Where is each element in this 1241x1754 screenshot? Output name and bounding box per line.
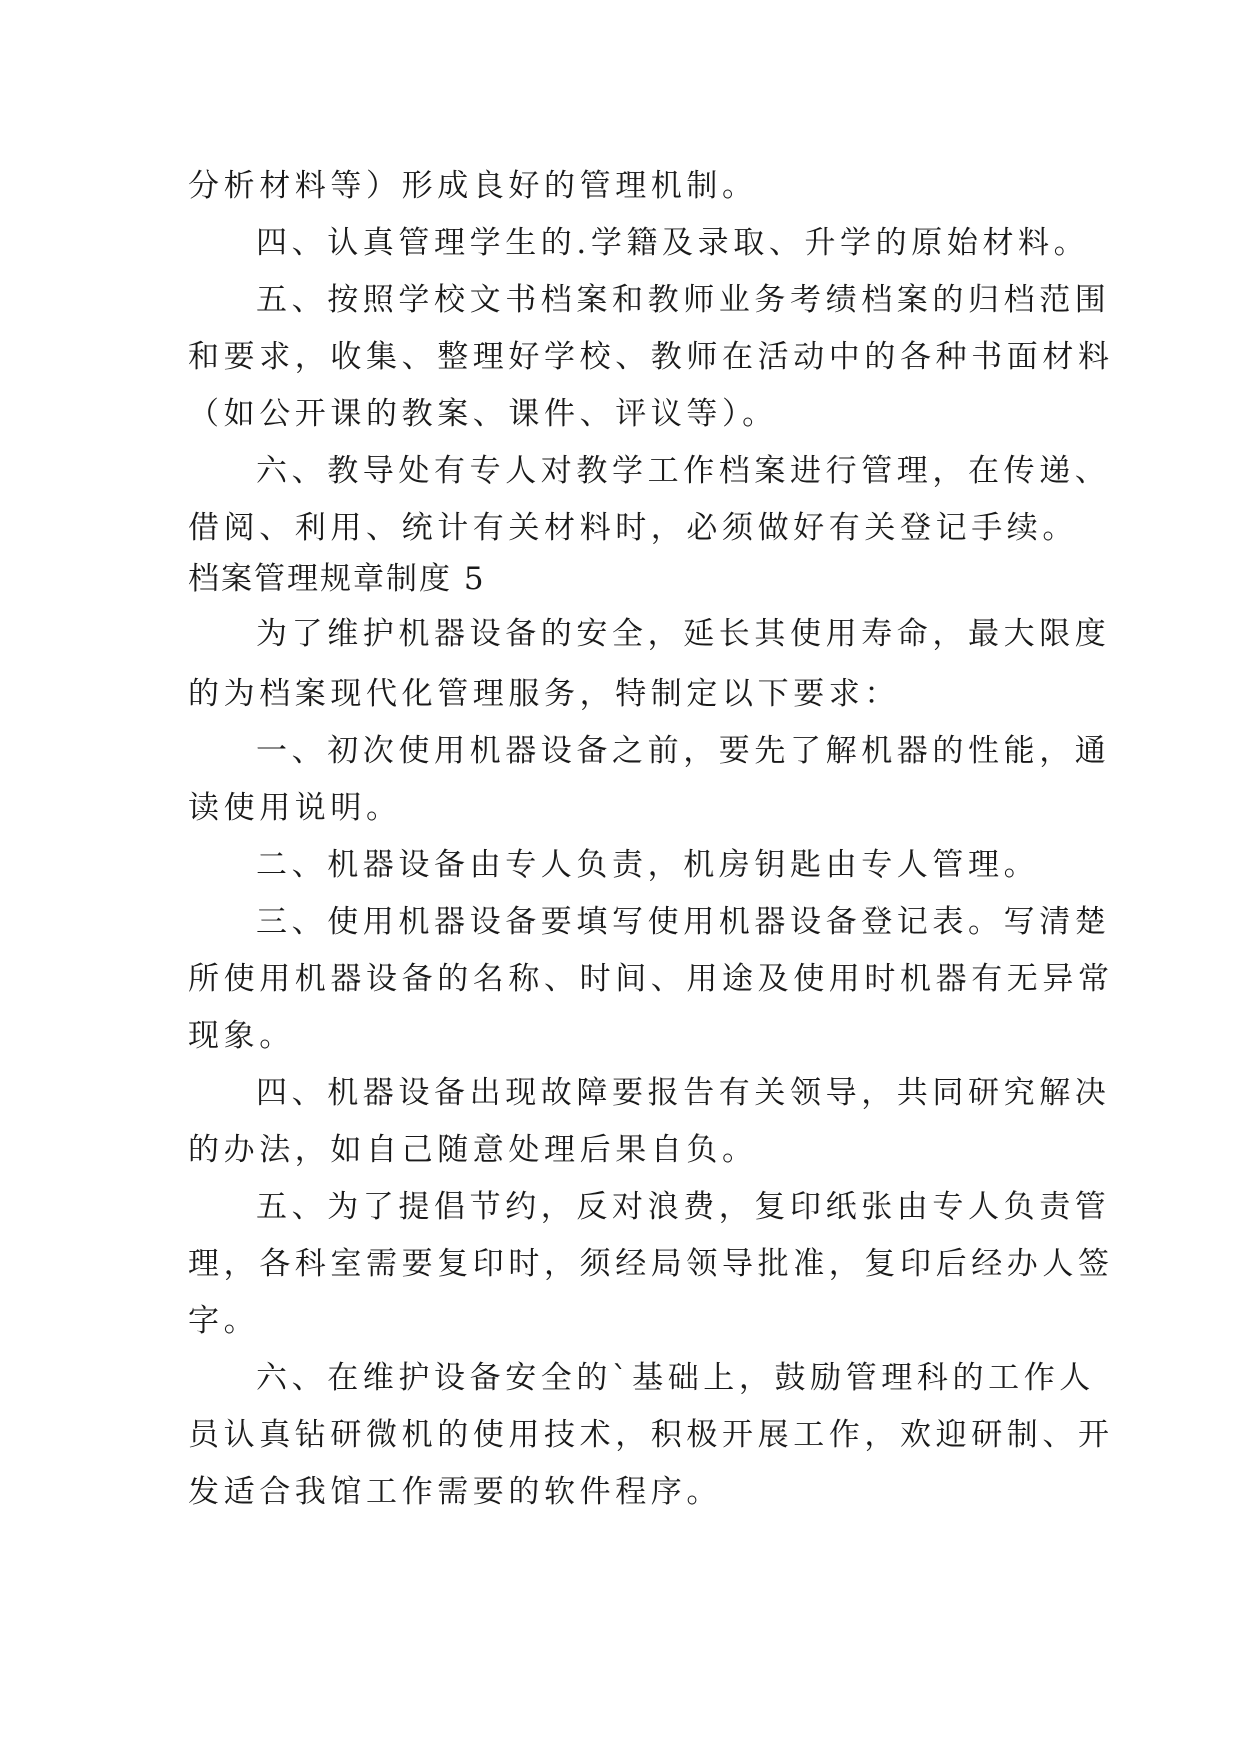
paragraph-line: 发适合我馆工作需要的软件程序。: [188, 1474, 722, 1510]
paragraph-line: 五、为了提倡节约，反对浪费，复印纸张由专人负责管: [256, 1189, 1111, 1225]
paragraph-line: 四、机器设备出现故障要报告有关领导，共同研究解决: [256, 1075, 1111, 1111]
paragraph-line: 借阅、利用、统计有关材料时，必须做好有关登记手续。: [188, 510, 1078, 546]
paragraph-line: （如公开课的教案、课件、评议等）。: [188, 396, 778, 432]
paragraph-line: 的办法，如自己随意处理后果自负。: [188, 1132, 758, 1168]
paragraph-line: 理，各科室需要复印时，须经局领导批准，复印后经办人签: [188, 1246, 1114, 1282]
section-heading: 档案管理规章制度 5: [188, 561, 486, 597]
paragraph-line: 一、初次使用机器设备之前，要先了解机器的性能，通: [256, 733, 1111, 769]
paragraph-line: 员认真钻研微机的使用技术，积极开展工作，欢迎研制、开: [188, 1417, 1114, 1453]
paragraph-line: 二、机器设备由专人负责，机房钥匙由专人管理。: [256, 847, 1040, 883]
paragraph-line: 的为档案现代化管理服务，特制定以下要求：: [188, 676, 900, 712]
paragraph-line: 所使用机器设备的名称、时间、用途及使用时机器有无异常: [188, 961, 1114, 997]
paragraph-line: 六、在维护设备安全的`基础上，鼓励管理科的工作人: [256, 1360, 1095, 1396]
document-body: [188, 158, 1114, 1521]
paragraph-line: 三、使用机器设备要填写使用机器设备登记表。写清楚: [256, 904, 1111, 940]
paragraph-line: 五、按照学校文书档案和教师业务考绩档案的归档范围: [256, 282, 1111, 318]
paragraph-line: 和要求，收集、整理好学校、教师在活动中的各种书面材料: [188, 339, 1114, 375]
paragraph-line: 六、教导处有专人对教学工作档案进行管理，在传递、: [256, 453, 1111, 489]
paragraph-line: 分析材料等）形成良好的管理机制。: [188, 168, 758, 204]
paragraph-line: 为了维护机器设备的安全，延长其使用寿命，最大限度: [256, 616, 1111, 652]
paragraph-line: 读使用说明。: [188, 790, 402, 826]
paragraph-line: 现象。: [188, 1018, 295, 1054]
paragraph-line: 四、认真管理学生的.学籍及录取、升学的原始材料。: [256, 225, 1090, 261]
paragraph-line: 字。: [188, 1303, 260, 1339]
